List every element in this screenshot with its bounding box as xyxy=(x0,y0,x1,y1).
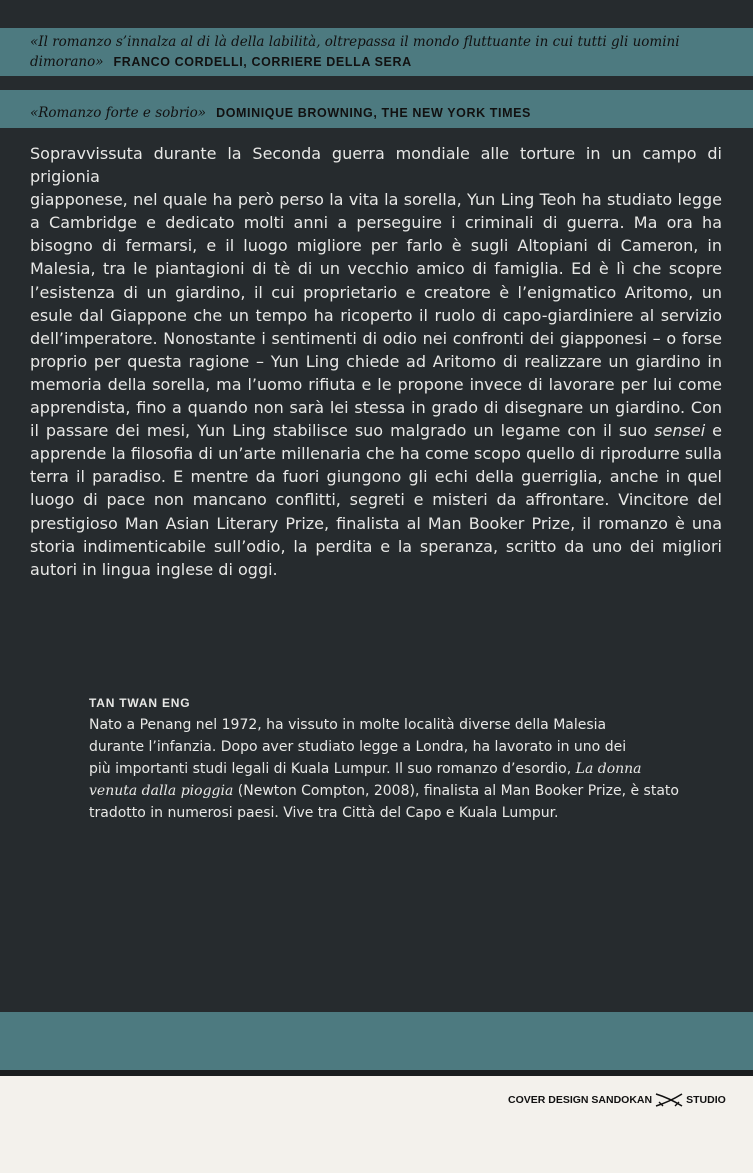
bio-line-part: più importanti studi legali di Kuala Lumpur. Il suo romanzo d’esordio, xyxy=(89,761,572,777)
quote-2: «Romanzo forte e sobrio» DOMINIQUE BROWNING, THE NEW YORK TIMES xyxy=(30,105,531,121)
synopsis-sensei-word: sensei xyxy=(654,421,706,441)
quote-1-author: FRANCO CORDELLI, CORRIERE DELLA SERA xyxy=(113,55,412,69)
synopsis-line: storia indimenticabile sull’odio, la perdita e la speranza, scritto da uno dei migliori xyxy=(30,536,722,556)
quote-band-1 xyxy=(0,28,753,76)
synopsis-line: a Cambridge e dedicato molti anni a perseguire i criminali di guerra. Ma ora ha xyxy=(30,213,722,233)
bio-line: Nato a Penang nel 1972, ha vissuto in molte località diverse della Malesia xyxy=(89,717,607,733)
synopsis-line: giapponese, nel quale ha però perso la vita la sorella, Yun Ling Teoh ha studiato legge xyxy=(30,190,722,210)
cover-design-credit xyxy=(508,1092,726,1108)
synopsis-line: prestigioso Man Asian Literary Prize, finalista al Man Booker Prize, il romanzo è una xyxy=(30,513,722,533)
bio-line: durante l’infanzia. Dopo aver studiato legge a Londra, ha lavorato in uno dei xyxy=(89,739,627,755)
author-name: TAN TWAN ENG xyxy=(89,696,191,710)
bio-line-part: (Newton Compton, 2008), finalista al Man Booker Prize, è stato xyxy=(237,783,679,799)
synopsis-line-part: e xyxy=(712,421,722,441)
credit-right: STUDIO xyxy=(686,1094,726,1106)
synopsis-line: memoria della sorella, ma l’uomo rifiuta e le propone invece di lavorare per lui come xyxy=(30,374,722,394)
synopsis-line: luogo di pace non mancano conflitti, segreti e misteri da affrontare. Vincitore del xyxy=(30,490,722,510)
synopsis-line: Sopravvissuta durante la Seconda guerra mondiale alle torture in un campo di prigionia xyxy=(30,144,722,187)
bio-line xyxy=(89,758,689,780)
top-dark-band xyxy=(0,0,753,28)
bio-book-title-b: venuta dalla pioggia xyxy=(89,783,234,799)
synopsis xyxy=(30,142,722,581)
crossed-swords-icon xyxy=(654,1092,684,1108)
synopsis-line: terra il paradiso. E mentre da fuori giungono gli echi della guerriglia, anche in quel xyxy=(30,467,722,487)
quote-1-line-1: «Il romanzo s’innalza al di là della labilità, oltrepassa il mondo fluttuante in cui tutti gli uomini xyxy=(30,34,680,50)
synopsis-line: proprio per questa ragione – Yun Ling chiede ad Aritomo di realizzare un giardino in xyxy=(30,351,722,371)
synopsis-line: dell’imperatore. Nonostante i sentimenti di odio nei confronti dei giapponesi – o forse xyxy=(30,328,722,348)
bottom-paper-area xyxy=(0,1076,753,1173)
synopsis-line: Malesia, tra le piantagioni di tè di un vecchio amico di famiglia. Ed è lì che scopre xyxy=(30,259,722,279)
synopsis-line-last: autori in lingua inglese di oggi. xyxy=(30,559,278,579)
quote-1-line-2: dimorano» FRANCO CORDELLI, CORRIERE DELLA SERA xyxy=(30,54,412,70)
quote-2-author: DOMINIQUE BROWNING, THE NEW YORK TIMES xyxy=(216,106,531,120)
credit-left: COVER DESIGN SANDOKAN xyxy=(508,1094,653,1106)
bio-book-title-a: La donna xyxy=(575,761,642,777)
author-bio xyxy=(89,714,689,824)
synopsis-line-part: il passare dei mesi, Yun Ling stabilisce suo malgrado un legame con il suo xyxy=(30,421,648,441)
synopsis-line: esule dal Giappone che un tempo ha ricoperto il ruolo di capo-giardiniere al servizio xyxy=(30,305,722,325)
synopsis-line-sensei xyxy=(30,419,722,442)
synopsis-line: l’esistenza di un giardino, il cui proprietario e creatore è l’enigmatico Aritomo, un xyxy=(30,282,722,302)
bio-line xyxy=(89,780,689,802)
synopsis-line: bisogno di fermarsi, e il luogo migliore per farlo è sugli Altopiani di Cameron, in xyxy=(30,236,722,256)
synopsis-line: apprende la filosofia di un’arte millenaria che ha come scopo quello di riprodurre sulla xyxy=(30,444,722,464)
synopsis-line: apprendista, fino a quando non sarà lei stessa in grado di disegnare un giardino. Con xyxy=(30,398,722,418)
bio-line: tradotto in numerosi paesi. Vive tra Città del Capo e Kuala Lumpur. xyxy=(89,805,559,821)
quote-band-2 xyxy=(0,90,753,128)
bottom-teal-band xyxy=(0,1012,753,1070)
